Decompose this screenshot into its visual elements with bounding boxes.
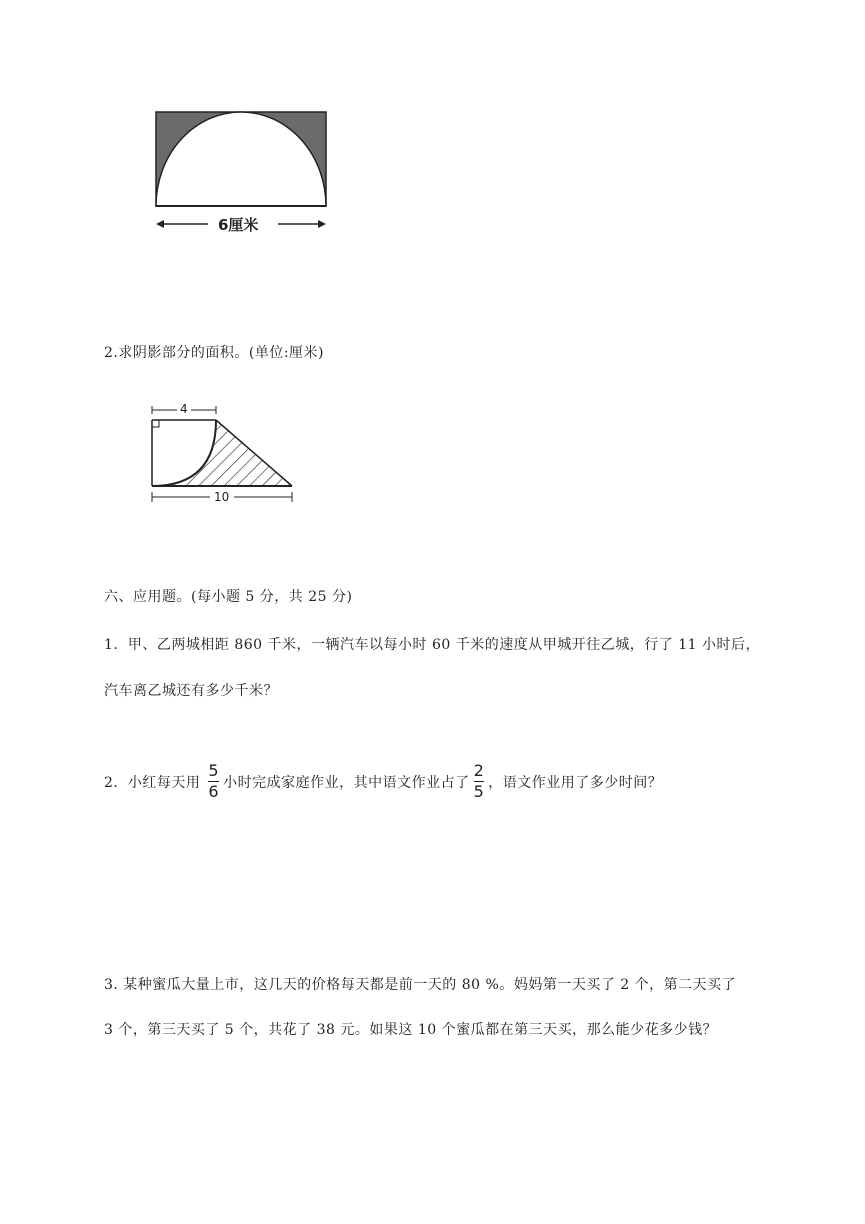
bottom-dimension-label: 10 <box>214 490 230 504</box>
shaded-region <box>154 420 292 486</box>
figure-semicircle <box>150 108 335 233</box>
fraction-five-sixths <box>208 762 219 801</box>
arrowhead-left <box>156 220 164 228</box>
problem-3-line-2: 3 个，第三天买了 5 个，共花了 38 元。如果这 10 个蜜瓜都在第三天买，那么能少花多少钱？ <box>104 1022 718 1038</box>
problem-3-line-1: 3. 某种蜜瓜大量上市，这几天的价格每天都是前一天的 80 %。妈妈第一天买了 2 个，第二天买了 <box>104 977 737 993</box>
top-dimension-label: 4 <box>180 402 188 416</box>
right-angle-mark <box>152 420 159 427</box>
width-label: 6厘米 <box>218 216 259 234</box>
problem-2-middle: 小时完成家庭作业，其中语文作业占了 <box>223 774 470 791</box>
fraction-denominator: 6 <box>208 782 220 801</box>
problem-2 <box>104 762 662 801</box>
fraction-numerator: 5 <box>208 761 220 780</box>
problem-2-prefix: 2．小红每天用 <box>104 774 201 791</box>
fraction-numerator: 2 <box>473 761 485 780</box>
problem-1-line-2: 汽车离乙城还有多少千米？ <box>104 683 278 699</box>
fraction-two-fifths <box>474 762 485 801</box>
fraction-denominator: 5 <box>473 782 485 801</box>
problem-2-suffix: ，语文作业用了多少时间？ <box>488 774 663 791</box>
section-heading: 六、应用题。(每小题 5 分，共 25 分) <box>104 589 353 605</box>
problem-1-line-1: 1．甲、乙两城相距 860 千米，一辆汽车以每小时 60 千米的速度从甲城开往乙城，行了 11 小时后， <box>104 637 760 653</box>
figure-hatched <box>144 400 304 510</box>
arrowhead-right <box>318 220 326 228</box>
q2-prompt: 2.求阴影部分的面积。(单位:厘米) <box>104 345 324 361</box>
